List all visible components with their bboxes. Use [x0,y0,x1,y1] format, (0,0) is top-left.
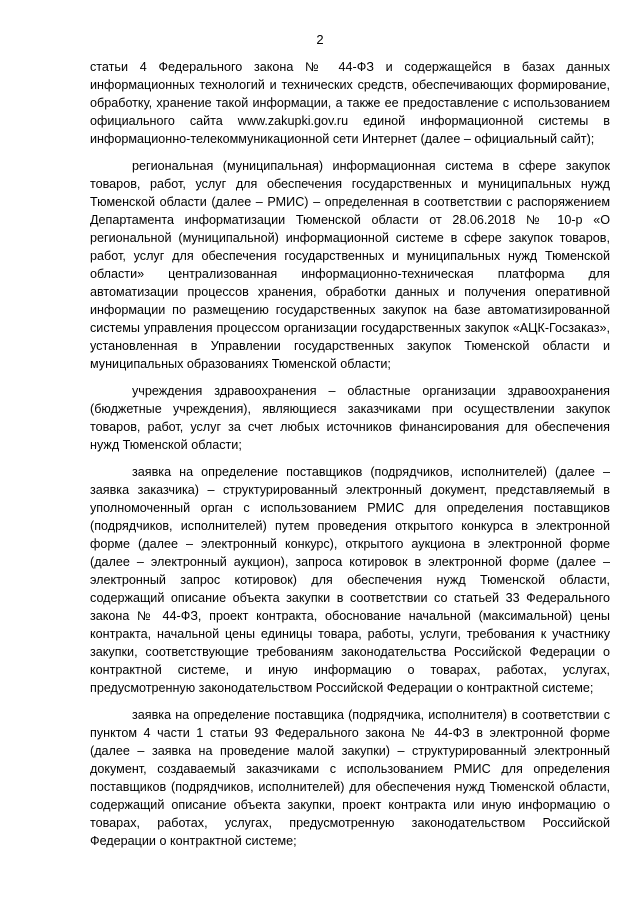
paragraph-customer-application: заявка на определение поставщиков (подрядчиков, исполнителей) (далее – заявка заказчика) – структурированный электронный документ, представляемый в уполномоченный орган с использованием РМИС для определения поставщиков (подрядчиков, исполнителей) путем проведения открытого конкурса в электронной форме (далее – электронный конкурс), открытого аукциона в электронной форме (далее – электронный аукцион), запроса котировок в электронной форме (далее – электронный запрос котировок) для обеспечения нужд Тюменской области, содержащий описание объекта закупки в соответствии со статьей 33 Федерального закона № 44-ФЗ, проект контракта, обоснование начальной (максимальной) цены контракта, начальной цены единицы товара, работы, услуги, требования к участнику закупки, соответствующие требованиям законодательства Российской Федерации о контрактной системе, и иную информацию о товарах, работах, услугах, предусмотренную законодательством Российской Федерации о контрактной системе; [90,465,610,695]
paragraph-rmis-definition: региональная (муниципальная) информационная система в сфере закупок товаров, работ, услуг для обеспечения государственных и муниципальных нужд Тюменской области (далее – РМИС) – определенная в соответствии с распоряжением Департамента информатизации Тюменской области от 28.06.2018 № 10-р «О региональной (муниципальной) информационной системе в сфере закупок товаров, работ, услуг для обеспечения государственных и муниципальных нужд Тюменской области» централизованная информационно-техническая платформа для автоматизации процессов хранения, обработки данных и получения оперативной информации по размещению государственных закупок на базе автоматизированной системы управления процессом организации государственных закупок «АЦК-Госзаказ», установленная в Управлении государственных закупок Тюменской области и муниципальных образованиях Тюменской области; [90,159,610,371]
paragraph-healthcare-institutions: учреждения здравоохранения – областные организации здравоохранения (бюджетные учреждения), являющиеся заказчиками при осуществлении закупок товаров, работ, услуг за счет любых источников финансирования для обеспечения нужд Тюменской области; [90,384,610,452]
page-number: 2 [316,32,324,47]
paragraph-continuation: статьи 4 Федерального закона № 44-ФЗ и содержащейся в базах данных информационных технологий и технических средств, обеспечивающих формирование, обработку, хранение такой информации, а также ее предоставление с использованием официального сайта www.zakupki.gov.ru единой информационной системы в информационно-телекоммуникационной сети Интернет (далее – официальный сайт); [90,60,610,146]
document-body [90,58,610,850]
paragraph-small-purchase-application: заявка на определение поставщика (подрядчика, исполнителя) в соответствии с пунктом 4 части 1 статьи 93 Федерального закона № 44-ФЗ в электронной форме (далее – заявка на проведение малой закупки) – структурированный электронный документ, создаваемый заказчиками с использованием РМИС для определения поставщиков (подрядчиков, исполнителей) для обеспечения нужд Тюменской области, содержащий описание объекта закупки, проект контракта или иную информацию о товарах, работах, услугах, предусмотренную законодательством Российской Федерации о контрактной системе; [90,708,610,848]
